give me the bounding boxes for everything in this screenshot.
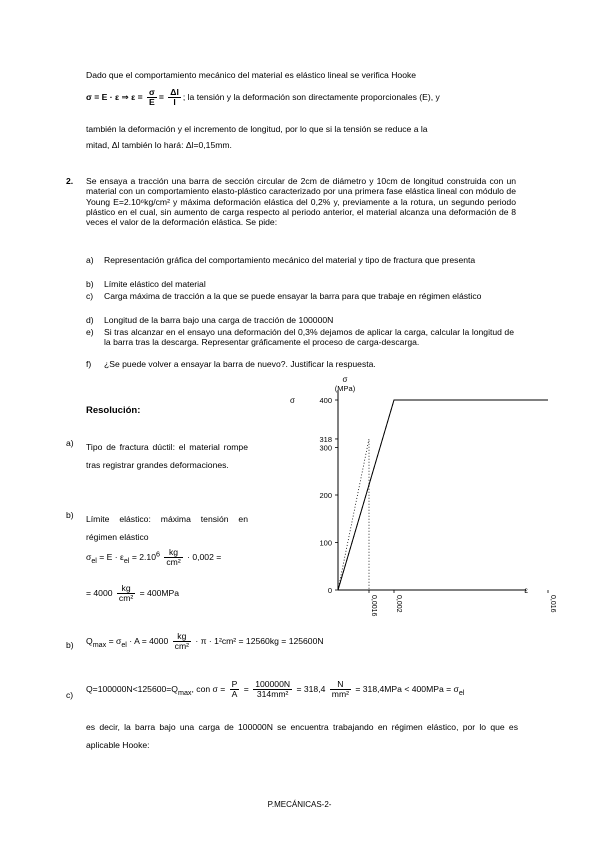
y-axis-symbol: σ	[342, 375, 348, 384]
x-tick-label: 0,0016	[370, 595, 377, 617]
list-item-mark: c)	[86, 291, 94, 301]
x-tick-label: 0,016	[549, 595, 556, 613]
y-tick-label: 0	[327, 586, 332, 595]
stress-strain-chart	[290, 370, 556, 630]
chart-layer	[290, 375, 556, 617]
list-item-text: Carga máxima de tracción a la que se puede ensayar la barra para que trabaje en régimen elástico	[104, 291, 482, 301]
resolution-title: Resolución:	[86, 405, 141, 416]
list-item-text: ¿Se puede volver a ensayar la barra de nuevo?. Justificar la respuesta.	[104, 359, 376, 369]
y-axis-sigma-label: σ	[290, 396, 295, 405]
elastic-limit-equation-1: $\sigma_{el} = E \cdot \varepsilon_{el} = 2.10^6$ $\frac{kg}{\text{cm²}}$ · 0,002 =	[86, 547, 222, 568]
list-item-text: Longitud de la barra bajo una carga de tracción de 100000N	[104, 315, 334, 325]
intro-line-4: mitad, Δl también lo hará: Δl=0,15mm.	[86, 140, 232, 150]
hooke-equation: σ = E · ε ⇒ ε = $\frac{\sigma}{E}$ = $\frac{\Delta l}{l}$	[86, 87, 179, 108]
stress-check-equation: $Q=100000N<125600=Q_{max}$, con σ = $\frac{P}{A}$ = $\frac{100000N}{\text{314mm²}}$ = 318,4 $\frac{N}{\text{mm²}}$ = $318,4MPa < 400MPa = \sigma_{el}$	[86, 679, 465, 700]
problem-statement: Se ensaya a tracción una barra de sección circular de 2cm de diámetro y 10cm de longitud construida con un material con un comportamiento elasto-plástico caracterizado por una primera fase elástica lineal con módulo de Young E=2.10⁶kg/cm² y máxima deformación elástica del 0,2% y, previamente a la rotura, un segundo periodo plástico en el cual, sin aumento de carga respecto al periodo anterior, el material alcanza una deformación de 8 veces el valor de la deformación elástica. Se pide:	[86, 176, 516, 228]
list-item-mark: d)	[86, 315, 94, 325]
answer-b-text: Límite elástico: máxima tensión en régimen elástico	[86, 514, 248, 542]
answer-c-conclusion: es decir, la barra bajo una carga de 100000N se encuentra trabajando en régimen elástico, por lo que es aplicable Hooke:	[86, 722, 518, 750]
page-footer: P.MECÁNICAS-2-	[267, 800, 332, 809]
list-item-text: Si tras alcanzar en el ensayo una deformación del 0,3% dejamos de aplicar la carga, calcular la longitud de la barra tras la descarga. Representar gráficamente el proceso de carga-descarga.	[104, 327, 514, 348]
list-item-text: Límite elástico del material	[104, 279, 206, 289]
hooke-equation-line	[86, 88, 516, 108]
list-item-mark: f)	[86, 359, 92, 369]
y-tick-label: 400	[319, 396, 332, 405]
intro-line-3: también la deformación y el incremento de longitud, por lo que si la tensión se reduce a la	[86, 124, 428, 134]
elastic-limit-equation-2: = 4000 $\frac{kg}{\text{cm²}}$ = 400MPa	[86, 583, 180, 604]
series-line-dotted	[338, 439, 369, 590]
list-item-mark: b)	[86, 279, 94, 289]
list-item-text: Representación gráfica del comportamiento mecánico del material y tipo de fractura que presenta	[104, 255, 476, 265]
series-line-solid	[338, 400, 548, 590]
y-tick-label: 200	[319, 491, 332, 500]
y-tick-label: 318	[319, 434, 332, 444]
list-item-mark: a)	[86, 255, 94, 265]
x-tick-label: 0,002	[395, 595, 402, 613]
problem-number: 2.	[66, 176, 74, 186]
x-axis-label: ε	[524, 586, 528, 595]
answer-c-mark: c)	[66, 690, 74, 700]
y-tick-label: 100	[319, 538, 332, 548]
intro-line-2: ; la tensión y la deformación son directamente proporcionales (E), y	[182, 92, 440, 103]
y-axis-unit: (MPa)	[334, 384, 356, 393]
y-tick-label: 300	[319, 443, 332, 453]
answer-a-text: Tipo de fractura dúctil: el material rompe tras registrar grandes deformaciones.	[86, 442, 248, 470]
max-load-equation: $Q_{max} = \sigma_{el} \cdot A = 4000$ $\frac{kg}{\text{cm²}}$ · π · 1²cm² = 12560kg = 125600N	[86, 631, 324, 652]
answer-b2-mark: b)	[66, 640, 74, 650]
answer-b-mark: b)	[66, 510, 74, 520]
answer-a-mark: a)	[66, 438, 74, 448]
list-item-mark: e)	[86, 327, 94, 337]
intro-line-1: Dado que el comportamiento mecánico del material es elástico lineal se verifica Hooke	[86, 70, 417, 80]
